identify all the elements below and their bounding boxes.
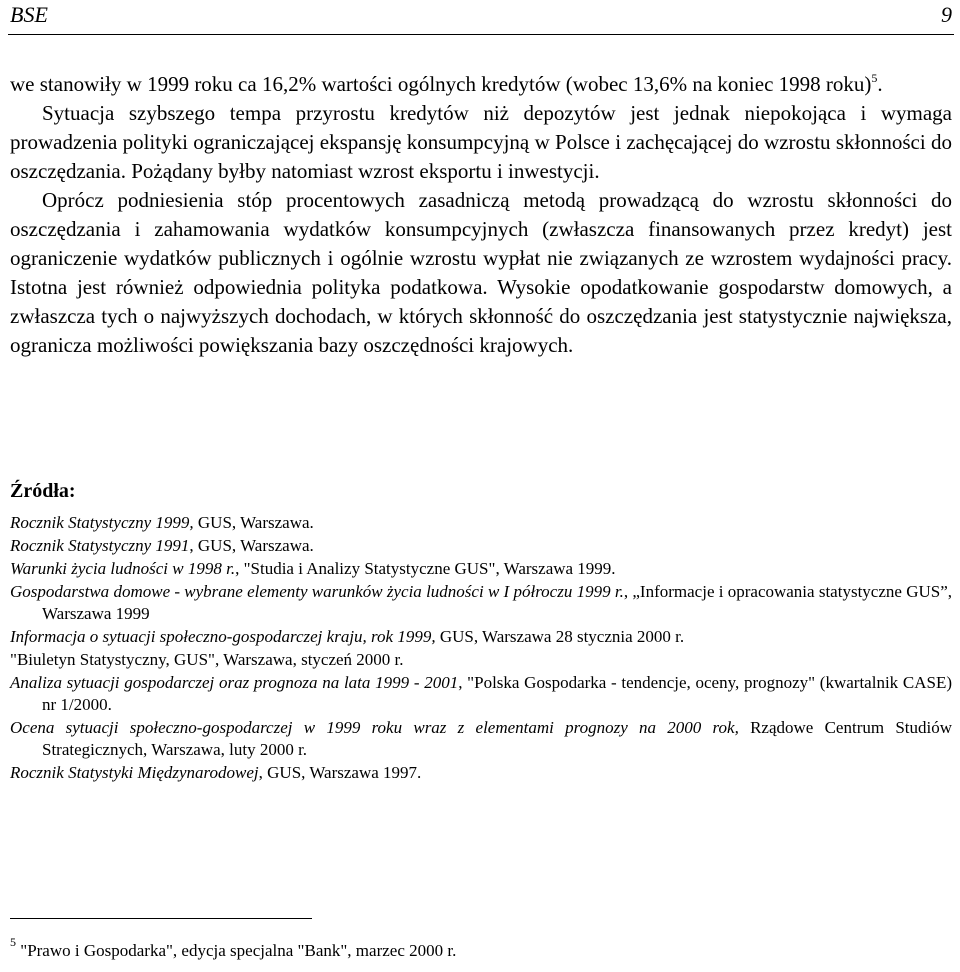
source-title: Rocznik Statystyczny 1991 [10, 536, 190, 555]
paragraph-1-text: we stanowiły w 1999 roku ca 16,2% wartości ogólnych kredytów (wobec 13,6% na koniec 1998 roku) [10, 72, 872, 96]
source-details: Rządowe Centrum Studiów Strategicznych, Warszawa, luty 2000 r. [42, 718, 952, 759]
source-details: , GUS, Warszawa 1997. [258, 763, 422, 782]
header-title: BSE [10, 2, 48, 27]
source-details: , „Informacje i opracowania statystyczne GUS”, Warszawa 1999 [42, 582, 952, 623]
paragraph-2: Sytuacja szybszego tempa przyrostu kredytów niż depozytów jest jednak niepokojąca i wymaga prowadzenia polityki ograniczającej ekspansję konsumpcyjną w Polsce i zachęcającej do wzrostu skłonności do oszczędzania. Pożądany byłby natomiast wzrost eksportu i inwestycji. [10, 101, 952, 183]
source-item [10, 626, 952, 648]
source-title: Informacja o sytuacji społeczno-gospodarczej kraju, rok 1999, [10, 627, 436, 646]
source-item [10, 717, 952, 761]
source-details: GUS, Warszawa. [193, 513, 314, 532]
source-details: "Biuletyn Statystyczny, GUS", Warszawa, styczeń 2000 r. [10, 650, 404, 669]
source-details: , "Polska Gospodarka - tendencje, oceny, prognozy" (kwartalnik CASE) nr 1/2000. [42, 673, 952, 714]
source-item [10, 762, 952, 784]
main-text [10, 70, 952, 360]
source-title: Analiza sytuacji gospodarczej oraz prognoza na lata 1999 - 2001 [10, 673, 459, 692]
paragraph-1-end: . [877, 72, 883, 96]
paragraph-3: Oprócz podniesienia stóp procentowych zasadniczą metodą prowadzącą do wzrostu skłonności do oszczędzania i zahamowania wydatków konsumpcyjnych (zwłaszcza finansowanych przez kredyt) jest ograniczenie wydatków publicznych i ogólnie wzrostu wypłat nie związanych ze wzrostem wydajności pracy. Istotna jest również odpowiednia polityka podatkowa. Wysokie opodatkowanie gospodarstw domowych, a zwłaszcza tych o najwyższych dochodach, w których skłonność do oszczędzania jest statystycznie największa, ogranicza możliwości powiększania bazy oszczędności krajowych. [10, 188, 952, 357]
source-details: , "Studia i Analizy Statystyczne GUS", Warszawa 1999. [235, 559, 616, 578]
page-header [8, 0, 954, 35]
source-title: Ocena sytuacji społeczno-gospodarczej w 1999 roku wraz z elementami prognozy na 2000 rok, [10, 718, 739, 737]
footnote [10, 935, 457, 962]
source-item [10, 535, 952, 557]
footnote-text: "Prawo i Gospodarka", edycja specjalna "Bank", marzec 2000 r. [16, 941, 457, 960]
source-title: Warunki życia ludności w 1998 r. [10, 559, 236, 578]
footnote-number: 5 [10, 935, 16, 949]
source-title: Gospodarstwa domowe - wybrane elementy warunków życia ludności w I półroczu 1999 r. [10, 582, 624, 601]
source-details: , GUS, Warszawa. [189, 536, 314, 555]
source-item [10, 558, 952, 580]
source-details: GUS, Warszawa 28 stycznia 2000 r. [435, 627, 685, 646]
source-item [10, 581, 952, 625]
sources-list [10, 512, 952, 785]
source-item [10, 512, 952, 534]
source-item [10, 649, 952, 671]
footnote-reference[interactable]: 5 [871, 71, 878, 85]
sources-heading: Źródła: [10, 480, 76, 502]
paragraph-1 [10, 70, 952, 99]
source-item [10, 672, 952, 716]
page-number: 9 [941, 2, 952, 27]
footnote-divider [10, 918, 312, 919]
source-title: Rocznik Statystyczny 1999, [10, 513, 194, 532]
source-title: Rocznik Statystyki Międzynarodowej [10, 763, 259, 782]
